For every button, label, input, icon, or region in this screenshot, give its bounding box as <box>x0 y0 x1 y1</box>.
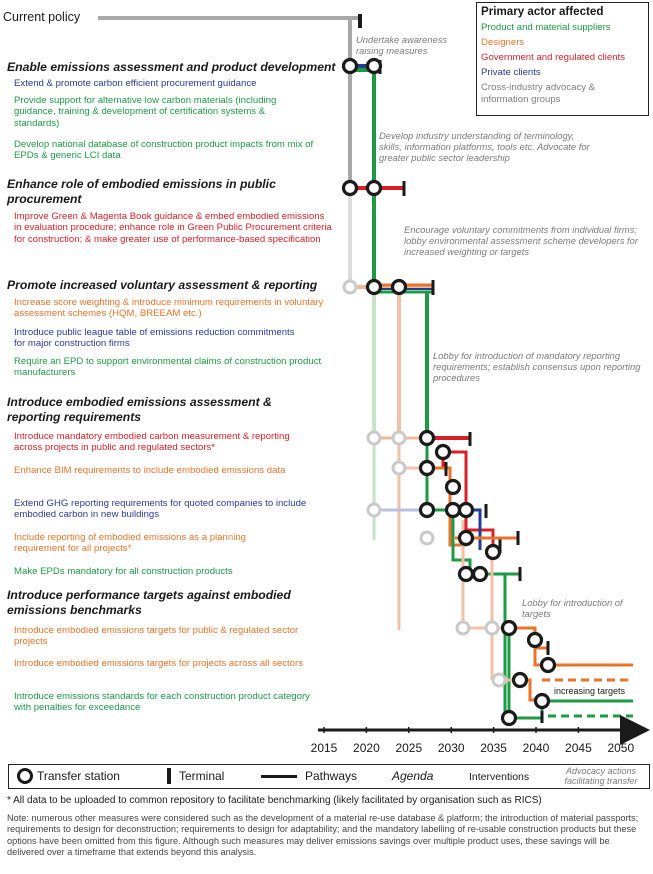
section-title-reporting: Introduce embodied emissions assessment & reporting requirements <box>7 395 272 424</box>
intervention-item: Increase score weighting & introduce minimum requirements in voluntary assessment schemes (HQM, BREEAM etc.) <box>14 297 324 320</box>
transfer-station-faded <box>368 432 380 444</box>
intervention-item: Introduce mandatory embodied carbon measurement & reporting across projects in public and regulated sectors* <box>14 431 290 454</box>
intervention-item: Develop national database of construction product impacts from mix of EPDs & generic LCI data <box>14 139 314 162</box>
terminal-icon <box>167 768 171 784</box>
transfer-station <box>460 504 473 517</box>
key-transfer-station-label: Transfer station <box>37 769 120 783</box>
intervention-item: Introduce emissions standards for each construction product category with penalties for exceedance <box>14 691 310 714</box>
annotation-lobby-mandatory: Lobby for introduction of mandatory reporting requirements; establish consensus upon reporting procedures <box>433 350 641 383</box>
axis-tick-label: 2030 <box>437 741 465 755</box>
transfer-station-faded <box>493 674 505 686</box>
transfer-station-faded <box>368 504 380 516</box>
axis-tick-label: 2025 <box>395 741 423 755</box>
section-title-voluntary: Promote increased voluntary assessment & reporting <box>7 278 318 292</box>
transfer-station <box>460 532 473 545</box>
annotation-encourage: Encourage voluntary commitments from individual firms; lobby environmental assessment scheme developers for increased weighting or targets <box>404 224 638 257</box>
transfer-station <box>368 182 381 195</box>
axis-tick-label: 2015 <box>310 741 338 755</box>
intervention-item: Introduce embodied emissions targets for projects across all sectors <box>14 658 304 669</box>
key-terminal-label: Terminal <box>179 769 225 783</box>
transfer-station <box>503 622 516 635</box>
footnote-note: Note: numerous other measures were considered such as the development of a material re-use database & platform; the introduction of material passports; requirements to design for deconstruction; requirements to design for adaptability; and the mandatory labelling of re-usable construction products but these options have been omitted from this figure. Although such measures may deliver emissions savings over multiple product uses, these savings will be delivered over a timeframe that extends beyond this analysis. <box>7 813 639 858</box>
legend-item-designers: Designers <box>481 37 525 48</box>
key-agenda-label: Agenda <box>392 769 434 783</box>
increasing-targets-label: increasing targets <box>554 686 626 696</box>
key-pathways-label: Pathways <box>305 769 358 783</box>
legend-item-private: Private clients <box>481 67 541 78</box>
axis-tick-label: 2045 <box>565 741 592 755</box>
footnote-star: * All data to be uploaded to common repository to facilitate benchmarking (likely facilitated by organisation such as RICS) <box>7 795 542 806</box>
key-interventions-label: Interventions <box>469 771 530 783</box>
intervention-item: Extend GHG reporting requirements for quoted companies to include embodied carbon in new buildings <box>14 498 307 521</box>
transfer-station-icon <box>17 768 33 784</box>
intervention-item: Introduce embodied emissions targets for public & regulated sector projects <box>14 625 299 648</box>
undertake-note: Undertake awareness raising measures <box>356 34 448 56</box>
intervention-item: Require an EPD to support environmental claims of construction product manufacturers <box>14 356 322 379</box>
legend-item-government: Government and regulated clients <box>481 52 625 63</box>
key-legend <box>8 764 650 789</box>
intervention-item: Provide support for alternative low carbon materials (including guidance, training & development of certification systems & standards) <box>14 95 277 129</box>
transfer-station <box>344 60 357 73</box>
section-title-targets: Introduce performance targets against embodied emissions benchmarks <box>7 588 291 617</box>
annotation-lobby-targets: Lobby for introduction of targets <box>522 597 623 619</box>
transfer-station <box>344 182 357 195</box>
transfer-station <box>421 462 434 475</box>
transfer-station <box>503 712 516 725</box>
transfer-station <box>368 281 381 294</box>
intervention-item: Make EPDs mandatory for all construction products <box>14 566 233 577</box>
transfer-station <box>529 634 542 647</box>
intervention-item: Improve Green & Magenta Book guidance & embed embodied emissions in evaluation procedure; enhance role in Green Public Procurement criteria for construction; & make greater use of performance-based specification <box>14 211 332 245</box>
intervention-item: Include reporting of embodied emissions as a planning requirement for all projects* <box>14 532 246 555</box>
intervention-item: Extend & promote carbon efficient procurement guidance <box>14 78 257 89</box>
axis-tick-label: 2050 <box>607 741 635 755</box>
transfer-station-faded <box>393 462 405 474</box>
transfer-station <box>447 481 460 494</box>
transfer-station <box>368 60 381 73</box>
key-advocacy-label: Advocacy actions facilitating transfer <box>564 766 638 786</box>
axis-tick-label: 2040 <box>522 741 550 755</box>
axis-tick-label: 2035 <box>480 741 507 755</box>
intervention-item: Introduce public league table of emissions reduction commitments for major construction firms <box>14 327 295 350</box>
transfer-station <box>542 659 555 672</box>
axis-tick-label: 2020 <box>353 741 380 755</box>
transfer-station <box>421 432 434 445</box>
transfer-station <box>460 568 473 581</box>
time-axis <box>311 727 638 755</box>
pathway-section-procurement <box>350 181 404 290</box>
transfer-station <box>536 695 549 708</box>
transfer-station <box>437 446 450 459</box>
section-title-enable: Enable emissions assessment and product development <box>7 60 336 74</box>
transfer-station <box>474 568 487 581</box>
annotation-develop: Develop industry understanding of terminology, skills, information platforms, tools etc. Advocate for greater public sector leadership <box>379 130 590 163</box>
transfer-station-faded <box>421 532 433 544</box>
transfer-station <box>487 546 500 559</box>
current-policy-label: Current policy <box>3 10 81 24</box>
transfer-station <box>447 504 460 517</box>
transfer-station <box>393 281 406 294</box>
pathway-line-icon <box>261 775 297 778</box>
transfer-station <box>514 674 527 687</box>
section-title-procurement: Enhance role of embodied emissions in public procurement <box>7 177 276 206</box>
legend <box>476 2 649 116</box>
legend-item-suppliers: Product and material suppliers <box>481 22 611 33</box>
transfer-station-faded <box>486 622 498 634</box>
transfer-station-faded <box>344 281 356 293</box>
legend-item-cross-industry: Cross-industry advocacy & information groups <box>481 82 596 105</box>
transfer-station-faded <box>393 432 405 444</box>
legend-title: Primary actor affected <box>481 5 604 18</box>
pathway-section-voluntary <box>350 280 433 440</box>
transfer-station-faded <box>457 622 469 634</box>
transfer-station <box>421 504 434 517</box>
intervention-item: Enhance BIM requirements to include embodied emissions data <box>14 465 286 476</box>
